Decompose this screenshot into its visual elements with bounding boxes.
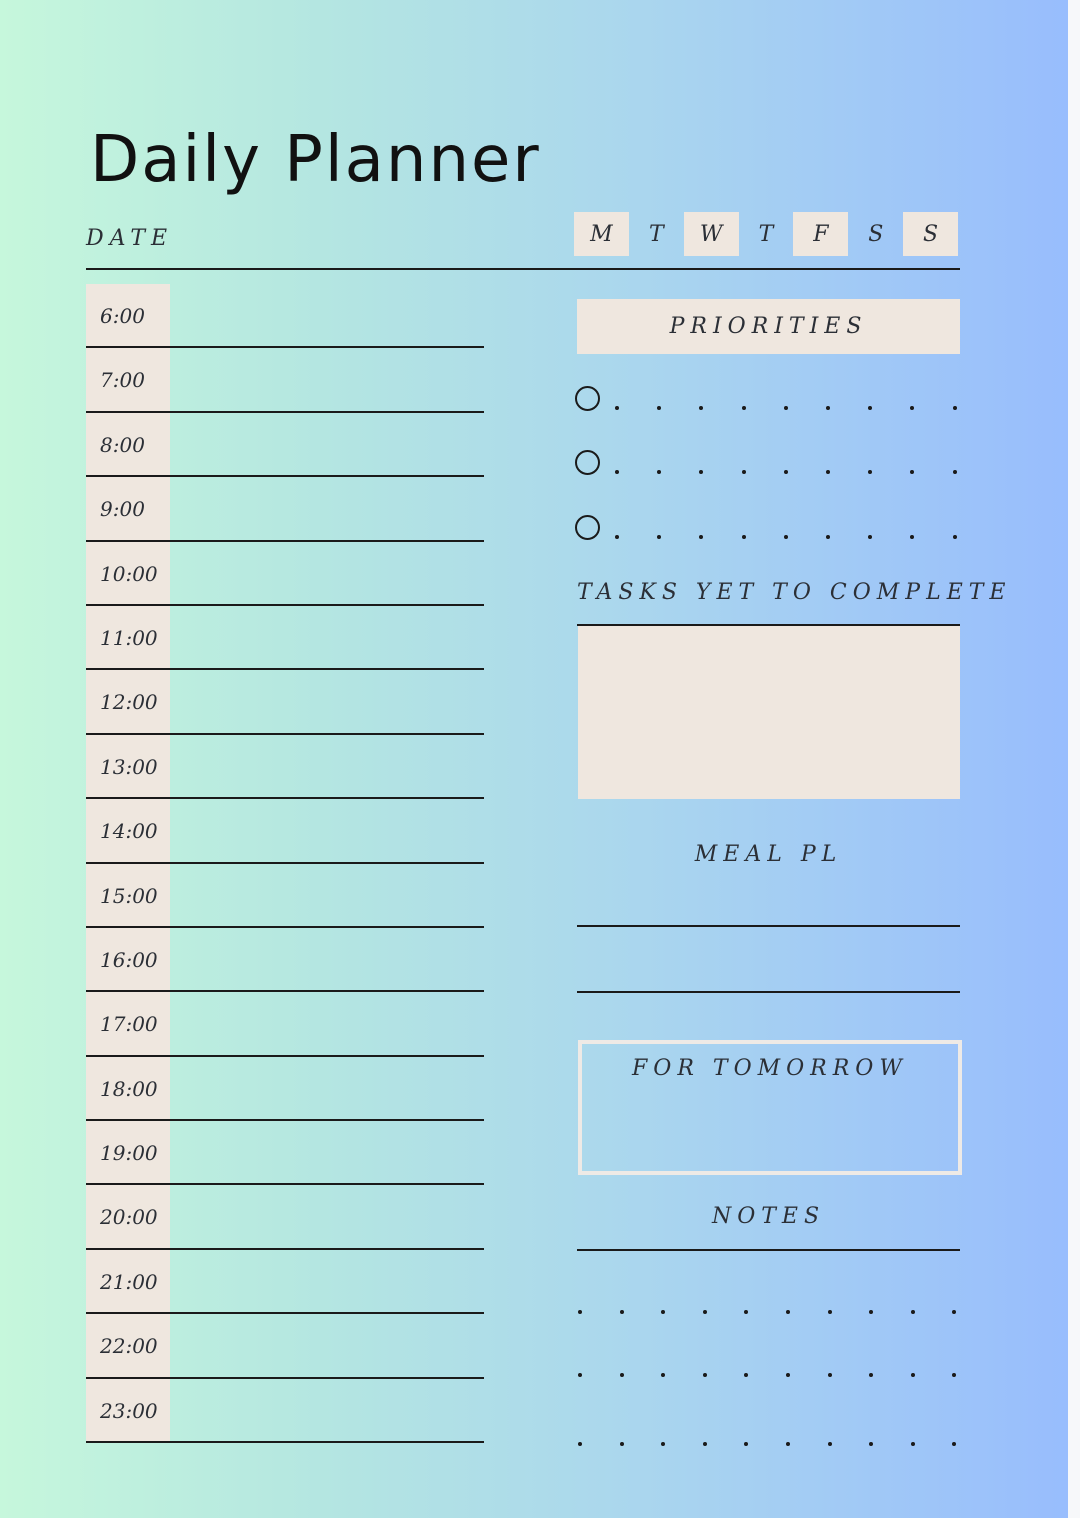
dot [699, 470, 703, 474]
meal-line[interactable] [577, 925, 960, 927]
dot [826, 470, 830, 474]
weekday-selector [574, 212, 958, 256]
dot [703, 1310, 707, 1314]
hour-row[interactable] [86, 413, 484, 477]
dot [786, 1442, 790, 1446]
hour-line [86, 1441, 484, 1443]
hour-row[interactable] [86, 992, 484, 1056]
meal-line[interactable] [577, 991, 960, 993]
hour-label: 20:00 [100, 1205, 158, 1230]
dot [828, 1442, 832, 1446]
dot [952, 1442, 956, 1446]
weekday-monday[interactable]: M [574, 212, 629, 256]
dot [744, 1442, 748, 1446]
priority-item [575, 450, 965, 480]
page-edge [1068, 0, 1080, 1518]
dot [910, 406, 914, 410]
weekday-wednesday[interactable]: W [684, 212, 739, 256]
hour-label: 19:00 [100, 1141, 158, 1166]
dot [784, 535, 788, 539]
hour-label: 7:00 [100, 368, 145, 393]
dot [784, 470, 788, 474]
priority-item [575, 515, 965, 545]
meal-plan-heading: MEAL PL [694, 842, 843, 867]
weekday-tuesday[interactable]: T [648, 221, 664, 247]
dot [744, 1373, 748, 1377]
dot [910, 470, 914, 474]
hour-row[interactable] [86, 477, 484, 541]
dot [703, 1373, 707, 1377]
hour-row[interactable] [86, 284, 484, 348]
hour-label: 15:00 [100, 883, 158, 908]
dot [786, 1373, 790, 1377]
for-tomorrow-heading: FOR TOMORROW [632, 1056, 908, 1081]
dot [578, 1442, 582, 1446]
dot [657, 406, 661, 410]
notes-divider [577, 1249, 960, 1251]
dot [578, 1310, 582, 1314]
for-tomorrow-box[interactable] [578, 1040, 962, 1175]
dot [615, 470, 619, 474]
dot [620, 1310, 624, 1314]
dot [826, 535, 830, 539]
hour-row[interactable] [86, 542, 484, 606]
dot [952, 1310, 956, 1314]
weekday-sunday[interactable]: S [903, 212, 958, 256]
hour-label: 17:00 [100, 1012, 158, 1037]
dot [911, 1373, 915, 1377]
hour-row[interactable] [86, 799, 484, 863]
weekday-thursday[interactable]: T [758, 221, 774, 247]
checkbox-circle-icon[interactable] [575, 386, 600, 411]
dot [657, 535, 661, 539]
dot [657, 470, 661, 474]
page-title: Daily Planner [90, 123, 541, 197]
hourly-schedule [86, 284, 484, 1443]
dot [786, 1310, 790, 1314]
dot [911, 1442, 915, 1446]
hour-label: 18:00 [100, 1076, 158, 1101]
weekday-saturday[interactable]: S [868, 221, 884, 247]
header-divider [86, 268, 960, 270]
hour-label: 12:00 [100, 690, 158, 715]
dot [869, 1310, 873, 1314]
notes-dotted-line[interactable] [578, 1310, 963, 1316]
dot [615, 535, 619, 539]
hour-row[interactable] [86, 1121, 484, 1185]
dot [869, 1442, 873, 1446]
dotted-line [615, 535, 960, 541]
dot [910, 535, 914, 539]
priority-item [575, 386, 965, 416]
hour-row[interactable] [86, 1185, 484, 1249]
hour-label: 6:00 [100, 304, 145, 328]
hour-row[interactable] [86, 1057, 484, 1121]
hour-row[interactable] [86, 1314, 484, 1378]
dot [953, 406, 957, 410]
dot [868, 535, 872, 539]
dot [620, 1373, 624, 1377]
dot [661, 1310, 665, 1314]
dot [661, 1442, 665, 1446]
checkbox-circle-icon[interactable] [575, 515, 600, 540]
hour-row[interactable] [86, 864, 484, 928]
dot [869, 1373, 873, 1377]
hour-row[interactable] [86, 735, 484, 799]
hour-label: 21:00 [100, 1269, 158, 1294]
hour-label: 16:00 [100, 947, 158, 972]
hour-label: 23:00 [100, 1398, 158, 1423]
hour-row[interactable] [86, 606, 484, 670]
hour-row[interactable] [86, 670, 484, 734]
dot [868, 406, 872, 410]
dot [699, 406, 703, 410]
dot [742, 406, 746, 410]
tasks-area[interactable] [578, 626, 960, 799]
dot [578, 1373, 582, 1377]
dot [953, 470, 957, 474]
dot [828, 1373, 832, 1377]
dot [615, 406, 619, 410]
dot [620, 1442, 624, 1446]
hour-row[interactable] [86, 1250, 484, 1314]
date-label: DATE [86, 226, 174, 251]
hour-label: 11:00 [100, 625, 158, 650]
dotted-line [615, 470, 960, 476]
dot [826, 406, 830, 410]
dot [828, 1310, 832, 1314]
dotted-line [615, 406, 960, 412]
checkbox-circle-icon[interactable] [575, 450, 600, 475]
hour-row[interactable] [86, 928, 484, 992]
dot [953, 535, 957, 539]
notes-heading: NOTES [711, 1204, 826, 1229]
dot [742, 535, 746, 539]
hour-label: 9:00 [100, 497, 145, 522]
hour-label: 22:00 [100, 1334, 158, 1359]
dot [703, 1442, 707, 1446]
dot [868, 470, 872, 474]
dot [911, 1310, 915, 1314]
tasks-heading: TASKS YET TO COMPLETE [577, 580, 1012, 605]
weekday-friday[interactable]: F [793, 212, 848, 256]
priorities-header: PRIORITIES [577, 299, 960, 354]
dot [784, 406, 788, 410]
notes-dotted-line[interactable] [578, 1442, 963, 1448]
dot [661, 1373, 665, 1377]
hour-row[interactable] [86, 1379, 484, 1443]
dot [744, 1310, 748, 1314]
hour-label: 10:00 [100, 561, 158, 586]
notes-dotted-line[interactable] [578, 1373, 963, 1379]
dot [699, 535, 703, 539]
hour-row[interactable] [86, 348, 484, 412]
hour-label: 14:00 [100, 819, 158, 844]
dot [742, 470, 746, 474]
dot [952, 1373, 956, 1377]
hour-label: 8:00 [100, 432, 145, 457]
hour-label: 13:00 [100, 754, 158, 779]
